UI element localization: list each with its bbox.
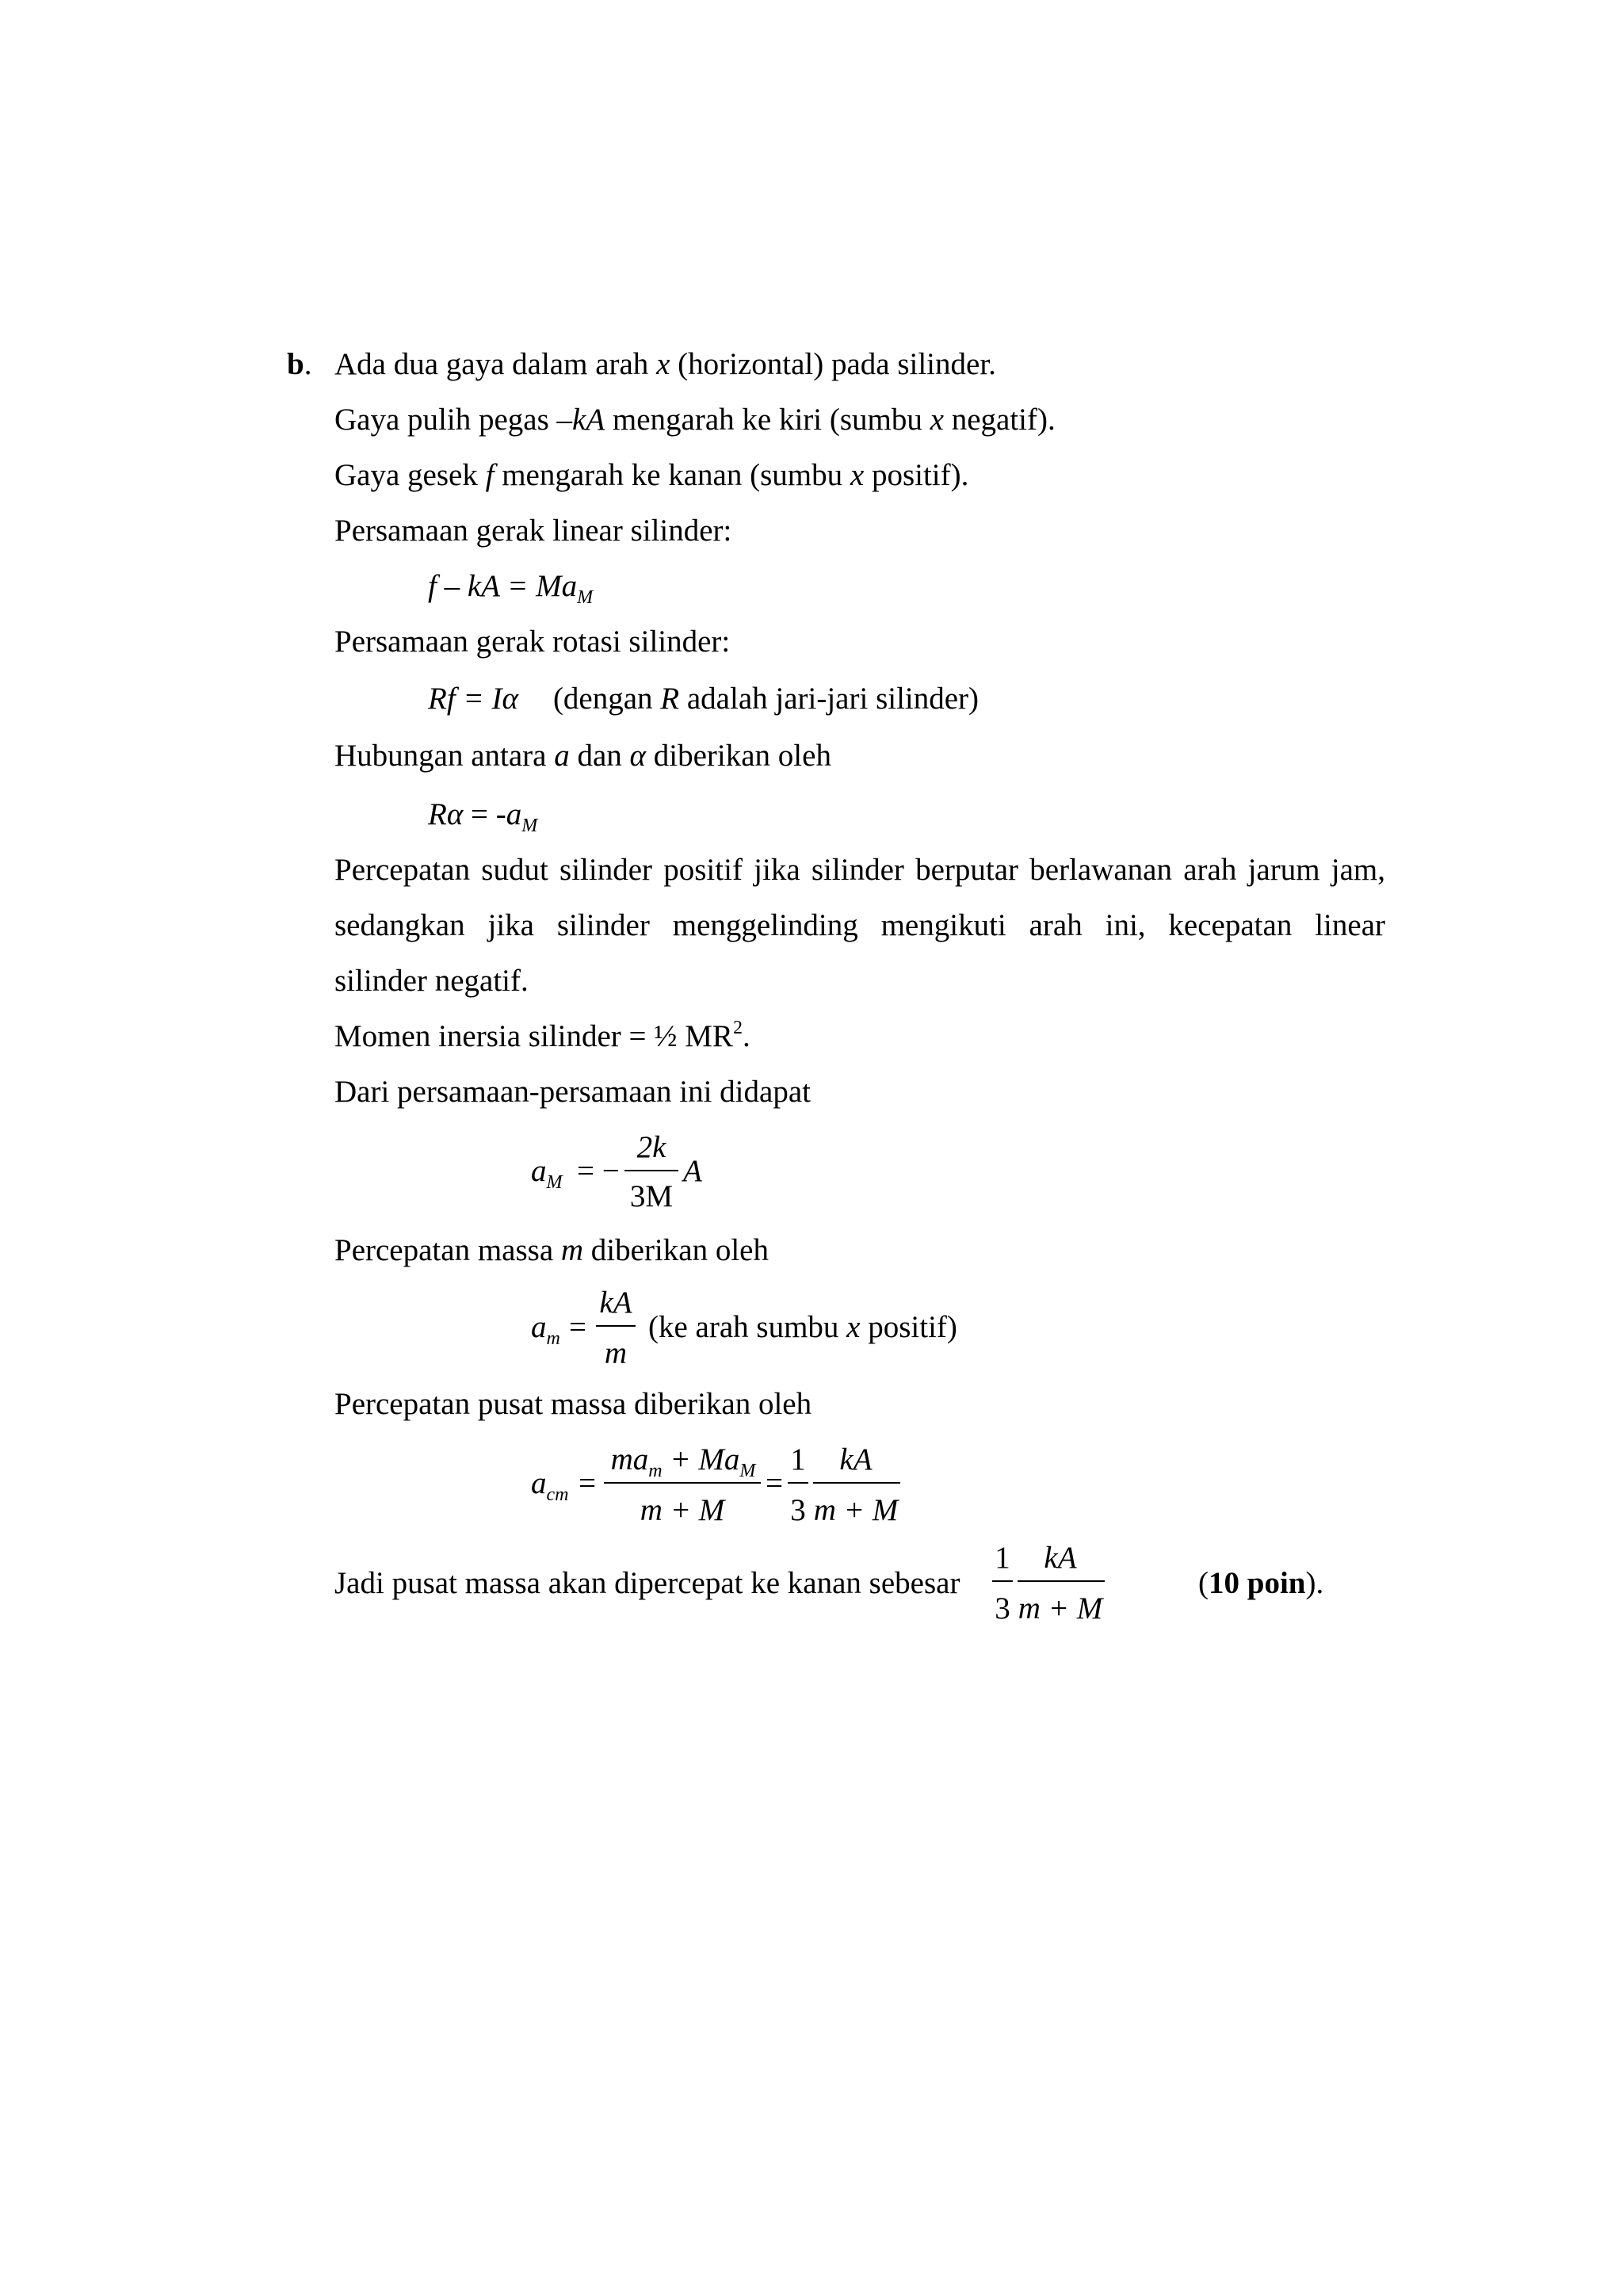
eq5-numerator: kA [599, 1286, 632, 1320]
eq4-numerator: 2k [636, 1130, 666, 1164]
eq5-denominator: m [604, 1336, 628, 1370]
eq5-fraction-bar [596, 1325, 636, 1327]
eq7-f1-numerator: 1 [995, 1541, 1010, 1575]
eq7-f1-denominator: 3 [995, 1591, 1010, 1626]
relation-equation: $R\alpha = -a_M$ [428, 797, 538, 836]
friction-force-line: Gaya gesek f mengarah ke kanan (sumbu x positif). [334, 458, 969, 492]
intro-line-1: Ada dua gaya dalam arah x (horizontal) pada silinder. [334, 347, 996, 381]
sign-convention-line-1: Percepatan sudut silinder positif jika silinder berputar berlawanan arah jarum jam, [334, 853, 1385, 887]
rotation-motion-equation: Rf = Iα (dengan R adalah jari-jari silinder) [428, 682, 980, 716]
eq6-fraction-bar [604, 1482, 761, 1484]
eq6-f1-denominator: 3 [790, 1493, 806, 1527]
derivation-heading: Dari persamaan-persamaan ini didapat [334, 1075, 811, 1109]
eq4-lhs: $a_M$ [531, 1154, 563, 1193]
eq6-lhs: $a_{cm}$ [531, 1466, 569, 1505]
eq6-f1-numerator: 1 [790, 1442, 806, 1477]
center-of-mass-heading: Percepatan pusat massa diberikan oleh [334, 1387, 812, 1421]
eq6-equals-2: = [766, 1466, 783, 1500]
eq7-f2-bar [1018, 1580, 1105, 1582]
eq6-f2-numerator: kA [839, 1442, 873, 1477]
mass-acceleration-heading: Percepatan massa m diberikan oleh [334, 1233, 769, 1267]
moment-of-inertia-line: Momen inersia silinder = ½ $MR^2$. [334, 1018, 750, 1053]
sign-convention-line-3: silinder negatif. [334, 964, 529, 998]
spring-force-line: Gaya pulih pegas –kA mengarah ke kiri (sumbu x negatif). [334, 403, 1056, 437]
eq4-tail: A [683, 1154, 702, 1188]
conclusion-text: Jadi pusat massa akan dipercepat ke kanan sebesar [334, 1566, 960, 1600]
eq5-note: (ke arah sumbu x positif) [648, 1310, 957, 1344]
eq6-f2-bar [813, 1482, 900, 1484]
eq6-denominator: m + M [640, 1493, 725, 1527]
eq4-fraction-bar [624, 1170, 678, 1171]
rotation-motion-heading: Persamaan gerak rotasi silinder: [334, 625, 731, 659]
eq7-f2-denominator: m + M [1018, 1591, 1103, 1626]
points-award: (10 poin). [1198, 1566, 1324, 1600]
eq5-lhs: $a_m$ [531, 1310, 560, 1349]
eq7-f1-bar [992, 1580, 1013, 1582]
eq6-numerator: $ma_m + Ma_M$ [610, 1442, 756, 1481]
eq5-equals: = [569, 1310, 586, 1344]
eq4-denominator: 3M [629, 1179, 674, 1213]
sign-convention-line-2: sedangkan jika silinder menggelinding mengikuti arah ini, kecepatan linear [334, 908, 1385, 942]
eq7-f2-numerator: kA [1044, 1541, 1077, 1575]
eq6-f2-denominator: m + M [813, 1493, 899, 1527]
eq4-equals: = − [577, 1154, 620, 1188]
eq6-f1-bar [788, 1482, 808, 1484]
linear-motion-equation: f – kA = $Ma_M$ [428, 569, 594, 608]
relation-heading: Hubungan antara a dan α diberikan oleh [334, 739, 831, 773]
section-label: b. [287, 347, 312, 381]
eq6-equals-1: = [579, 1466, 596, 1500]
linear-motion-heading: Persamaan gerak linear silinder: [334, 514, 732, 548]
